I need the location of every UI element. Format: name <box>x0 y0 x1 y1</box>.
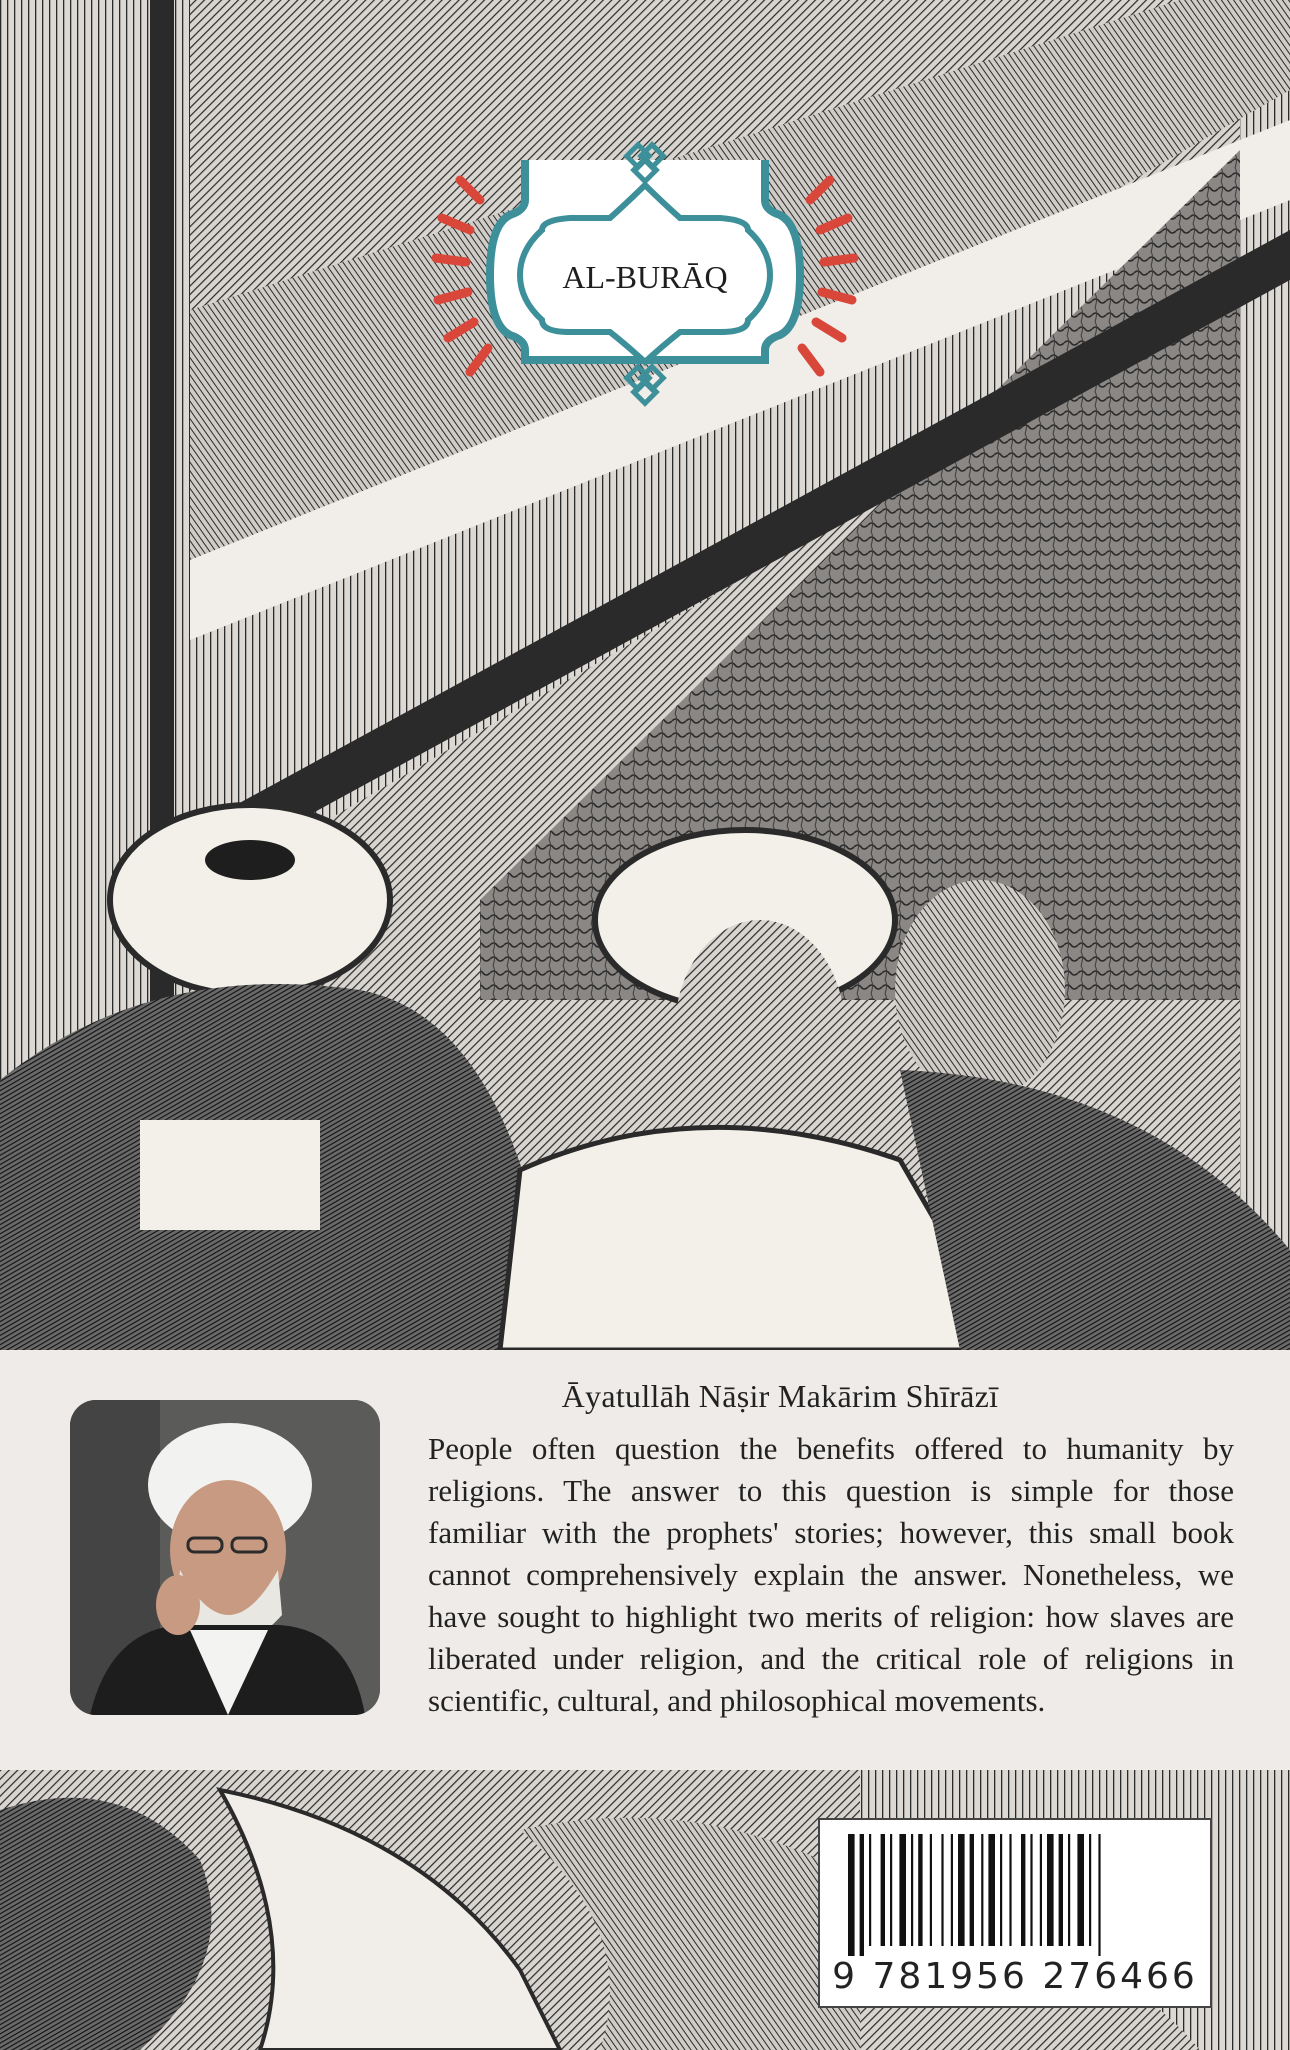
barcode-bar <box>1030 1834 1032 1946</box>
barcode-bar <box>881 1834 885 1946</box>
barcode-bar <box>1068 1834 1070 1946</box>
publisher-logo <box>430 140 860 410</box>
publisher-name: AL-BURĀQ <box>562 259 728 295</box>
author-name: Āyatullāh Nāṣir Makārim Shīrāzī <box>561 1378 999 1414</box>
cover-blurb: People often question the benefits offered to humanity by religions. The answer to this question is simple for those familiar with the prophets' stories; however, this small book cannot comprehensively explain the answer. Nonetheless, we have sought to highlight two merits of religion: how slaves are liberated under religion, and the critical role of religions in scientific, cultural, and philosophical movements. <box>428 1431 1234 1718</box>
barcode-bar <box>918 1834 922 1946</box>
barcode-bar <box>1059 1834 1063 1946</box>
barcode-bar <box>930 1834 932 1946</box>
barcode-bar <box>899 1834 906 1946</box>
barcode-bar <box>911 1834 913 1946</box>
barcode-bar <box>1040 1834 1042 1946</box>
barcode-bar <box>1047 1834 1054 1946</box>
barcode-bar <box>869 1834 871 1946</box>
barcode-bar <box>1021 1834 1025 1946</box>
isbn-number: 9 781956 276466 <box>832 1956 1198 1997</box>
barcode-bar <box>1009 1834 1011 1946</box>
barcode-bar <box>860 1834 864 1956</box>
barcode-bar <box>958 1834 965 1946</box>
barcode-bar <box>1077 1834 1084 1946</box>
barcode-bar <box>981 1834 983 1946</box>
barcode-bar <box>970 1834 974 1946</box>
barcode-bar <box>941 1834 943 1946</box>
author-portrait <box>70 1400 380 1715</box>
barcode-bar <box>951 1834 953 1946</box>
barcode-bar <box>1000 1834 1002 1946</box>
barcode-bar <box>848 1834 855 1956</box>
barcode-bar <box>988 1834 995 1946</box>
barcode-bar <box>1098 1834 1100 1956</box>
barcode-bar <box>1089 1834 1091 1946</box>
barcode-bar <box>890 1834 892 1946</box>
barcode <box>818 1818 1212 2008</box>
